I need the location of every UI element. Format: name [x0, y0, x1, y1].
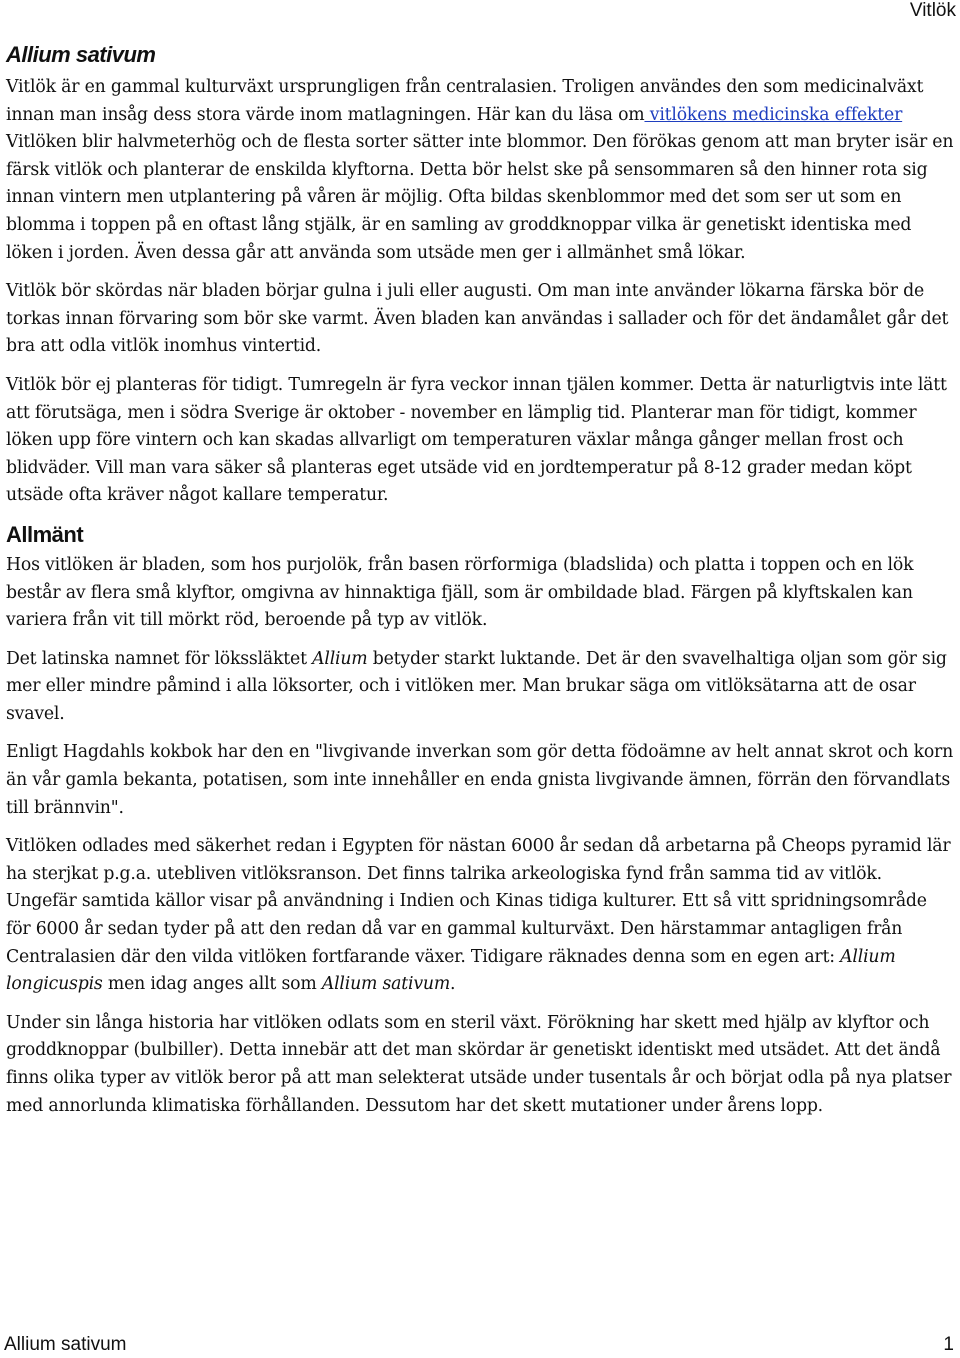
allmant-paragraph-2 [6, 646, 954, 729]
intro-paragraph-1 [6, 74, 954, 129]
running-header: Vitlök [909, 0, 956, 21]
allmant-p4-middle: men idag anges allt som [102, 974, 322, 995]
footer-title: Allium sativum [4, 1334, 127, 1355]
allmant-paragraph-1: Hos vitlöken är bladen, som hos purjolök, från basen rörformiga (bladslida) och platta i toppen och en lök består av flera små klyftor, omgivna av hinnaktiga fjäll, som är ombildade blad. Färgen på klyftskalen kan variera från vit till mörkt röd, beroende på typ av vitlök. [6, 554, 914, 631]
intro-paragraph-3: Vitlök bör skördas när bladen börjar gulna i juli eller augusti. Om man inte använder lökarna färska bör de torkas innan förvaring som bör ske varmt. Även bladen kan användas i sallader och för det ändamålet går det bra att odla vitlök inomhus vintertid. [6, 281, 949, 357]
allmant-paragraph-4 [6, 833, 954, 999]
intro-paragraph-2: Vitlöken blir halvmeterhög och de flesta sorter sätter inte blommor. Den förökas genom att man bryter isär en färsk vitlök och planterar de enskilda klyftorna. Detta bör helst ske på sensommaren så den hinner rota sig innan vintern men utplantering på våren är möjlig. Ofta bildas skenblommor med det som ser ut som en blomma i toppen på en oftast lång stjälk, är en samling av groddknoppar vilka är genetiskt identiska med löken i jorden. Även dessa går att använda som utsäde men ger i allmänhet små lökar. [6, 132, 954, 263]
section-heading-allmant: Allmänt [6, 521, 84, 547]
intro-text: Vitlök är en gammal kulturväxt ursprungligen från centralasien. Troligen användes den som medicinalväxt innan man insåg dess stora värde inom matlagningen. Här kan du läsa om [6, 77, 924, 125]
page-number: 1 [943, 1334, 954, 1355]
medicinal-effects-link[interactable]: vitlökens medicinska effekter [644, 104, 903, 125]
allium-sativum-italic: Allium sativum [321, 974, 451, 995]
allmant-paragraph-5: Under sin långa historia har vitlöken odlats som en steril växt. Förökning har skett med hjälp av klyftor och groddknoppar (bulbiller). Detta innebär att det man skördar är genetiskt identiskt med utsädet. Att det ändå finns olika typer av vitlök beror på att man selekterat utsäde under tusentals år och börjat odla på nya platser med annorlunda klimatiska förhållanden. Dessutom har det skett mutationer under årens lopp. [6, 1012, 952, 1116]
allmant-p4-text: Vitlöken odlades med säkerhet redan i Egypten för nästan 6000 år sedan då arbetarna på Cheops pyramid lär ha sterjkat p.g.a. utebliven vitlöksranson. Det finns talrika arkeologiska fynd från samma tid av vitlök. Ungefär samtida källor visar på användning i Indien och Kinas tidiga kulturer. Ett så vitt spridningsområde för 6000 år sedan tyder på att den redan då var en gammal kulturväxt. Den härstammar antagligen från Centralasien där den vilda vitlöken fortfarande växer. Tidigare räknades denna som en egen art: [6, 836, 951, 967]
allmant-paragraph-3: Enligt Hagdahls kokbok har den en "livgivande inverkan som gör detta födoämne av helt annat skrot och korn än vår gamla bekanta, potatisen, som inte innehåller en enda gnista livgivande ämnen, förrän den förvandlats till brännvin". [6, 742, 954, 818]
document-title: Allium sativum [6, 42, 156, 67]
intro-paragraph-4: Vitlök bör ej planteras för tidigt. Tumregeln är fyra veckor innan tjälen kommer. Detta är naturligtvis inte lätt att förutsäga, men i södra Sverige är oktober - november en lämplig tid. Planterar man för tidigt, kommer löken upp före vintern och kan skadas allvarligt om temperaturen växlar många gånger mellan frost och blidväder. Vill man vara säker så planteras eget utsäde vid en jordtemperatur på 8-12 grader medan köpt utsäde ofta kräver något kallare temperatur. [6, 374, 947, 506]
allmant-p4-end: . [450, 974, 456, 995]
allmant-p2-text: Det latinska namnet för lökssläktet [6, 648, 313, 669]
document-body [6, 42, 954, 1131]
allium-italic: Allium [312, 648, 368, 669]
allium-longicuspis-italic: Allium longicuspis [6, 946, 896, 995]
allmant-p2-text-end: betyder starkt luktande. Det är den svavelhaltiga oljan som gör sig mer eller mindre påmind i alla löksorter, och i vitlöken mer. Man brukar säga om vitlöksätarna att de osar svavel. [6, 648, 947, 724]
